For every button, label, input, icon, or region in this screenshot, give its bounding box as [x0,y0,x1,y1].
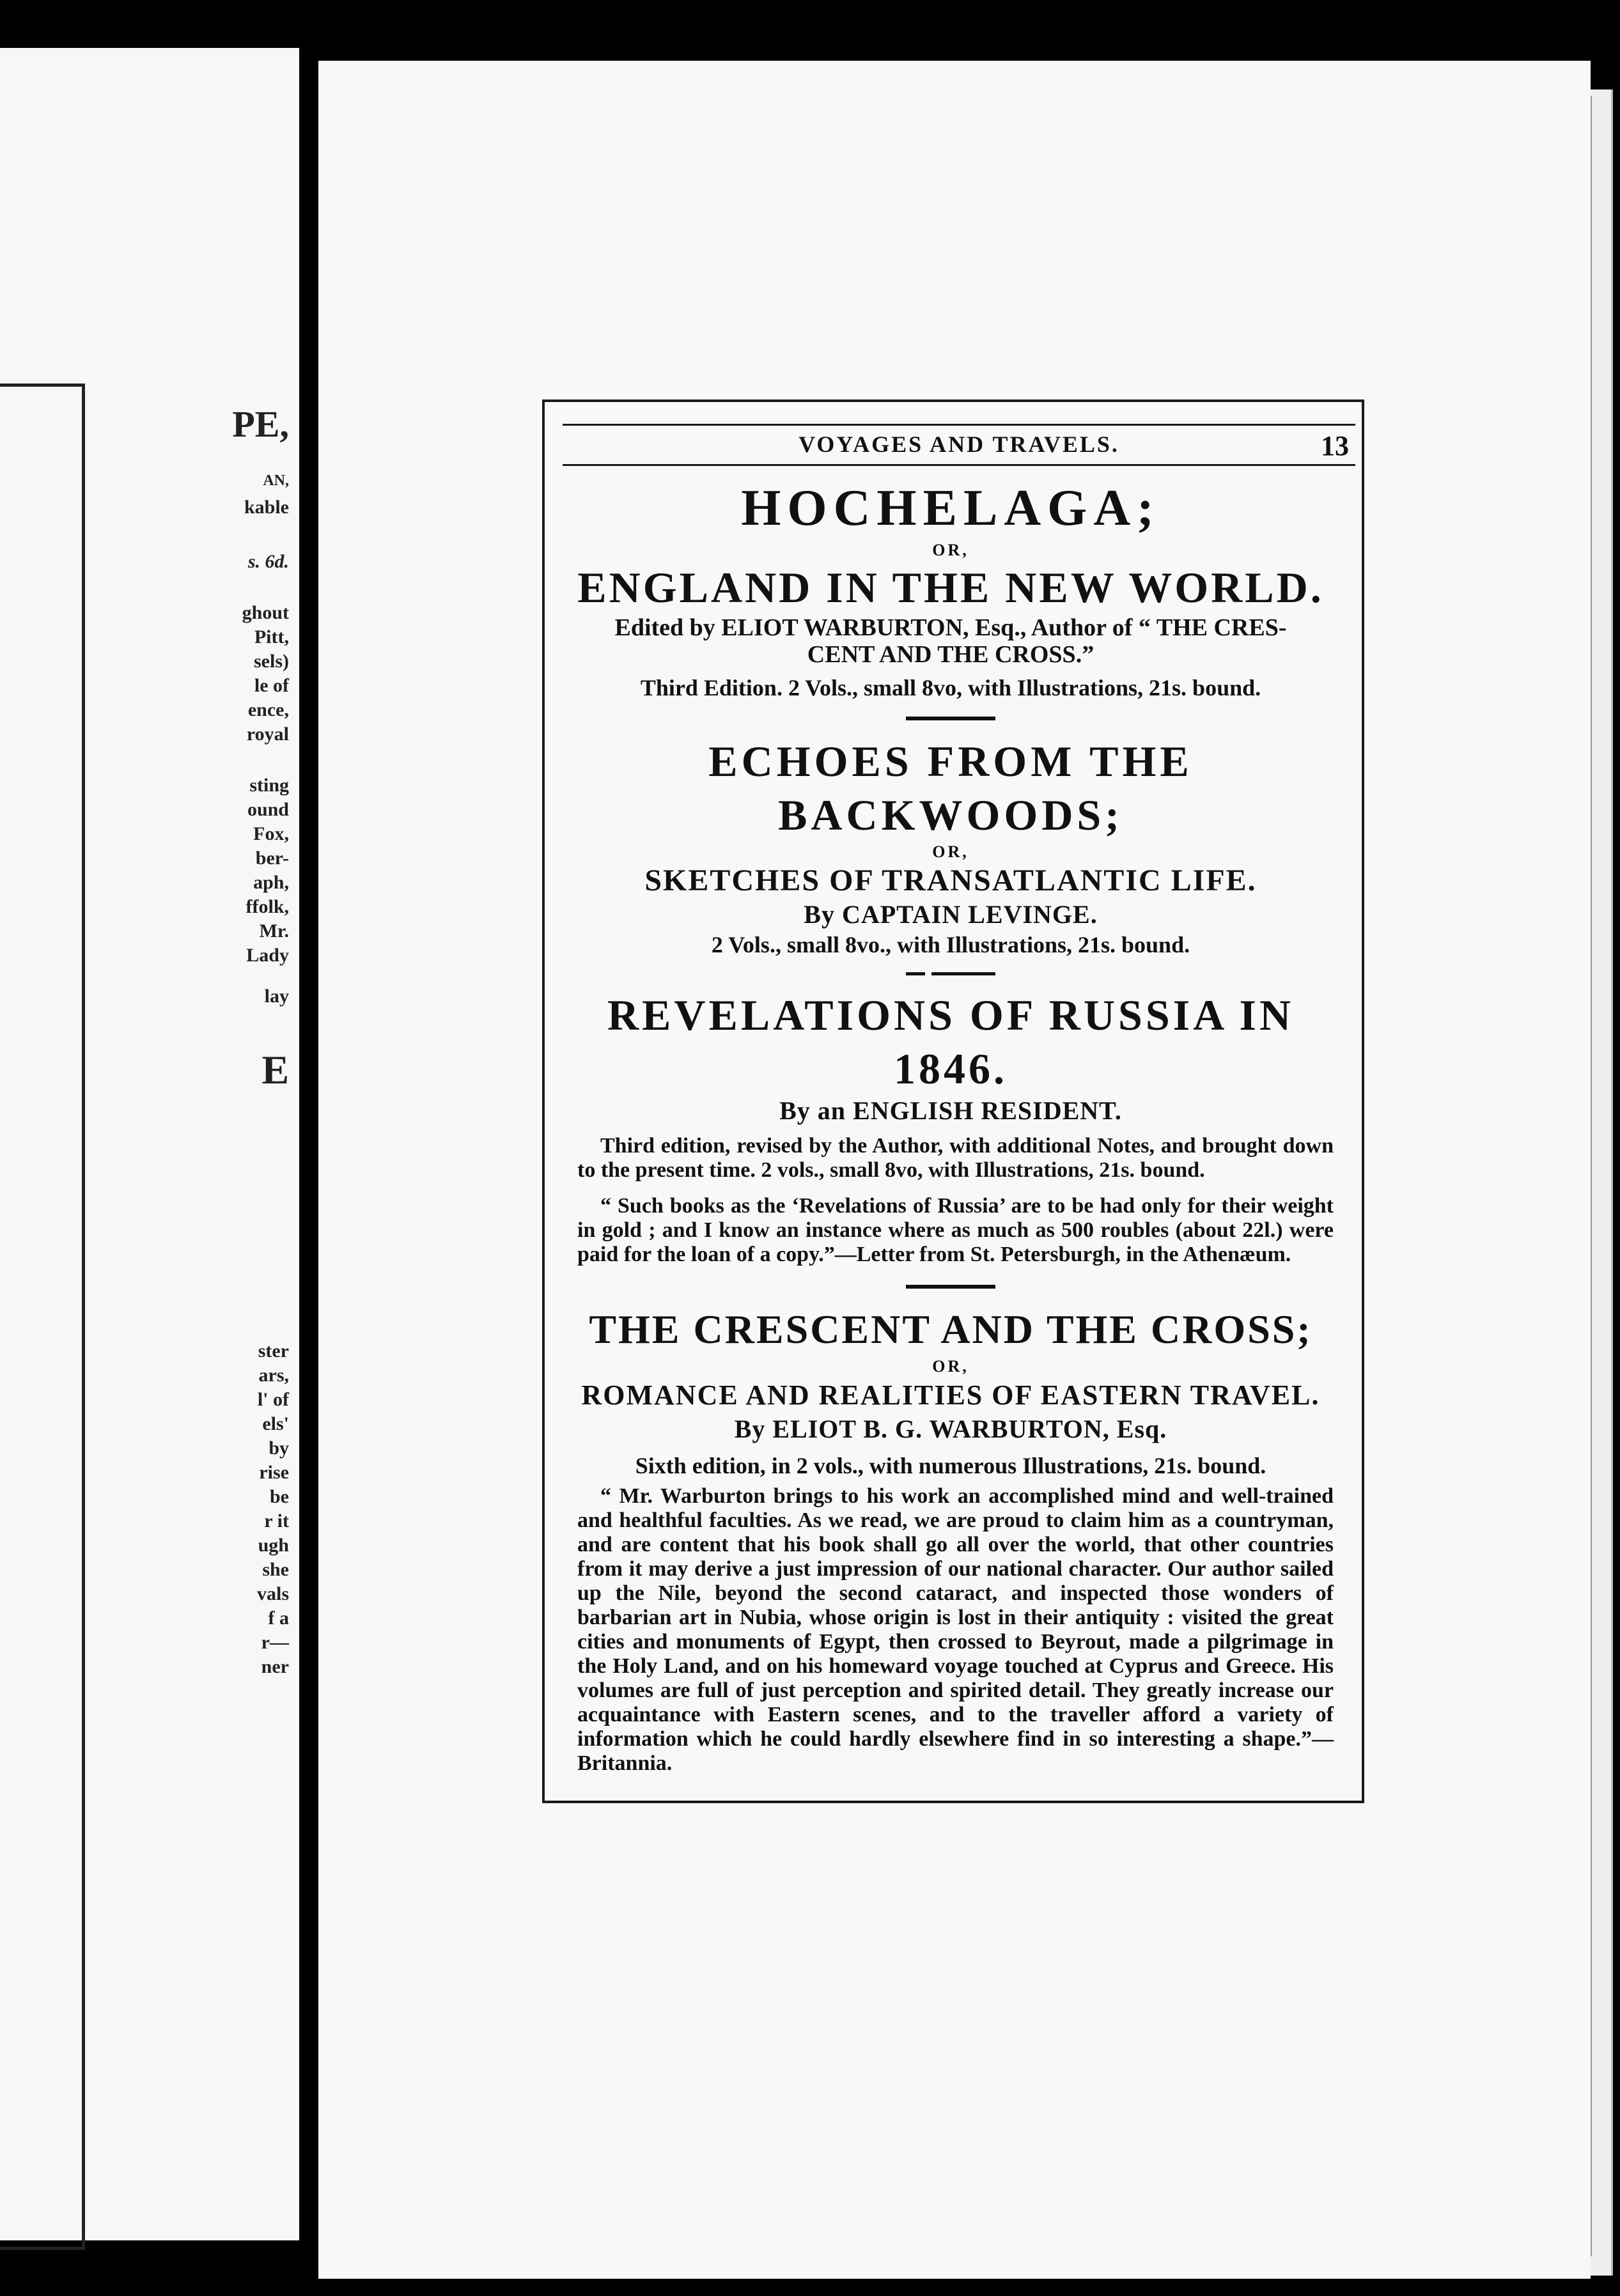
fragment: s. 6d. [247,551,289,572]
fragment: ugh [258,1535,289,1556]
fragment: ars, [258,1365,289,1386]
hochelaga-subtitle: ENGLAND IN THE NEW WORLD. [577,563,1324,612]
divider-segment [931,972,995,975]
fragment: AN, [263,472,289,489]
fragment: ster [258,1340,289,1361]
revelations-quote-text: “ Such books as the ‘Revelations of Russia’ are to be had only for their weight in gold ; and I know an instance where as much as 500 roubles (about 22l.) were paid for the loan of a copy.”—Letter from St. Petersburgh, in the Athenæum. [577,1194,1334,1266]
revelations-edition-text: Third edition, revised by the Author, with additional Notes, and brought down to the present time. 2 vols., small 8vo, with Illustrations, 21s. bound. [577,1134,1334,1182]
crescent-advert [549,1303,1353,1776]
fragment: by [269,1438,289,1459]
hochelaga-edition: Third Edition. 2 Vols., small 8vo, with Illustrations, 21s. bound. [640,675,1261,701]
fragment: vals [256,1583,289,1604]
echoes-subtitle: SKETCHES OF TRANSATLANTIC LIFE. [644,864,1257,897]
fragment: Lady [246,945,289,966]
hochelaga-title: HOCHELAGA; [741,480,1160,536]
previous-page-frame [0,384,85,2250]
revelations-edition [549,1134,1353,1183]
fragment: sels) [254,651,289,672]
running-title: VOYAGES AND TRAVELS. [798,431,1119,457]
page-number: 13 [1321,430,1349,462]
fragment: kable [244,497,289,518]
fragment: Pitt, [254,626,289,648]
fragment: f a [268,1608,289,1629]
fragment: rise [259,1462,289,1483]
fragment: E [261,1047,289,1092]
fragment: r— [261,1632,289,1653]
hochelaga-advert [549,476,1353,702]
fragment: r it [264,1510,289,1532]
echoes-edition: 2 Vols., small 8vo., with Illustrations, 21s. bound. [711,932,1190,958]
crescent-subtitle: ROMANCE AND REALITIES OF EASTERN TRAVEL. [581,1379,1320,1411]
crescent-edition: Sixth edition, in 2 vols., with numerous Illustrations, 21s. bound. [635,1453,1266,1478]
previous-page [0,48,299,2240]
fragment: ound [247,799,289,820]
section-divider [906,1285,995,1289]
fragment: aph, [253,872,289,893]
fragment: be [270,1486,289,1507]
fragment: ner [261,1656,289,1677]
fragment: le of [254,675,289,696]
echoes-title: ECHOES FROM THE BACKWOODS; [708,737,1193,839]
fragment: royal [246,724,289,745]
running-head [563,424,1355,466]
advertisements [549,476,1353,1776]
crescent-or: OR, [932,1357,969,1376]
fragment: ber- [255,848,289,869]
fragment: PE, [232,403,289,445]
fragment: ghout [242,602,289,623]
fragment: Mr. [259,920,289,942]
fragment: Fox, [253,823,289,844]
hochelaga-editor-line-2: CENT AND THE CROSS.” [807,641,1094,668]
hochelaga-or: OR, [932,541,969,559]
crescent-title: THE CRESCENT AND THE CROSS; [589,1307,1312,1352]
revelations-quote [549,1194,1353,1267]
hochelaga-editor-line-1: Edited by ELIOT WARBURTON, Esq., Author of “ THE CRES- [614,614,1287,641]
revelations-title: REVELATIONS OF RUSSIA IN 1846. [607,991,1295,1093]
fragment: lay [264,986,289,1007]
echoes-or: OR, [932,842,969,861]
crescent-review [549,1484,1353,1776]
fragment: els' [262,1413,289,1434]
fragment: ffolk, [245,896,289,917]
fragment: l' of [257,1389,289,1410]
revelations-author: By an ENGLISH RESIDENT. [779,1096,1122,1125]
crescent-review-text: “ Mr. Warburton brings to his work an accomplished mind and well-trained and healthful faculties. As we read, we are proud to claim him as a countryman, and are content that his book shall go all over the world, that other countries from it may derive a just impression of our national character. Our author sailed up the Nile, beyond the second cataract, and inspected those wonders of barbarian art in Nubia, whose origin is lost in their antiquity : visited the great cities and monuments of Egypt, then crossed to Beyrout, made a pilgrimage in the Holy Land, and on his homeward voyage touched at Cyprus and Greece. His volumes are full of just perception and spirited detail. They greatly increase our acquaintance with Eastern scenes, and to the traveller afford a variety of information which he could hardly elsewhere find in so interesting a shape.”—Britannia. [577,1484,1334,1775]
echoes-author: By CAPTAIN LEVINGE. [804,900,1098,929]
crescent-author: By ELIOT B. G. WARBURTON, Esq. [734,1415,1167,1443]
fragment: sting [249,775,289,796]
section-divider [906,717,995,720]
fragment: ence, [247,699,289,720]
echoes-advert [549,734,1353,959]
page-edge-rule [1591,96,1592,2256]
fragment: she [262,1559,289,1580]
divider-segment [906,972,925,975]
section-divider [906,972,995,975]
revelations-advert [549,988,1353,1267]
